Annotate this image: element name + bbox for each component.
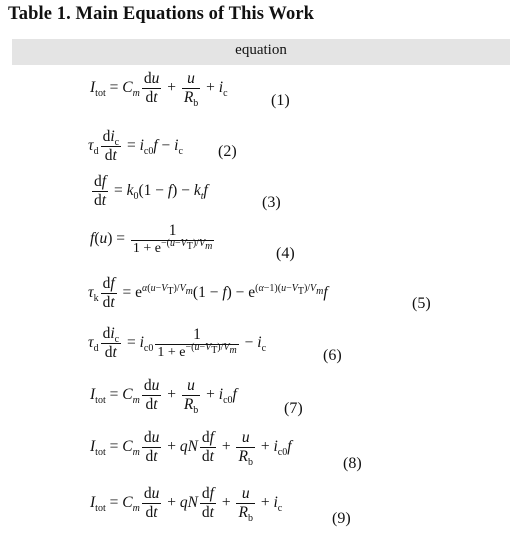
equation-4-label: (4) [276,245,295,262]
equation-2: $\tau_d$ $\frac{di_c}{dt}$ = $i_{c0}f - i_c$ [88,128,183,164]
equation-7-label: (7) [284,400,303,417]
equation-5: $\tau_k$ $\frac{df}{dt}$ = $e^{\alpha(u-V_T)/V_m}(1 - f) - e^{(\alpha-1)(u-V_T)/V_m}f$ [88,275,328,311]
equation-8-label: (8) [343,455,362,472]
equation-2-label: (2) [218,143,237,160]
equation-6: $\tau_d$ $\frac{di_c}{dt}$ = $i_{c0}$ $\frac{1}{1 + e^{-(u-V_T)/V_m}}$ − $i_c$ [88,325,267,361]
table-header-row [12,39,510,65]
equation-8: $I_{tot} = C_m$ $\frac{du}{dt}$ + qN $\frac{df}{dt}$ + $\frac{u}{R_b}$ + $i_{c0}f$ [90,429,292,468]
equation-5-label: (5) [412,295,431,312]
equation-9: $I_{tot} = C_m$ $\frac{du}{dt}$ + qN $\frac{df}{dt}$ + $\frac{u}{R_b}$ + $i_c$ [90,485,283,524]
equation-3-label: (3) [262,194,281,211]
table-title: Table 1. Main Equations of This Work [8,4,315,24]
column-header-equation: equation [235,42,287,58]
equation-1: $I_{tot} = C_m$ $\frac{du}{dt}$ + $\frac{u}{R_b}$ + $i_c$ [90,70,228,109]
equation-1-label: (1) [271,92,290,109]
equation-3: $\frac{df}{dt}$ = $k_0(1 - f) - k_tf$ [94,173,208,209]
equation-4: f(u) = $\frac{1}{1 + e^{-(u-V_T)/V_m}}$ [90,222,213,256]
equation-6-label: (6) [323,347,342,364]
equation-7: $I_{tot} = C_m$ $\frac{du}{dt}$ + $\frac{u}{R_b}$ + $i_{c0}f$ [90,377,237,416]
equation-9-label: (9) [332,510,351,527]
